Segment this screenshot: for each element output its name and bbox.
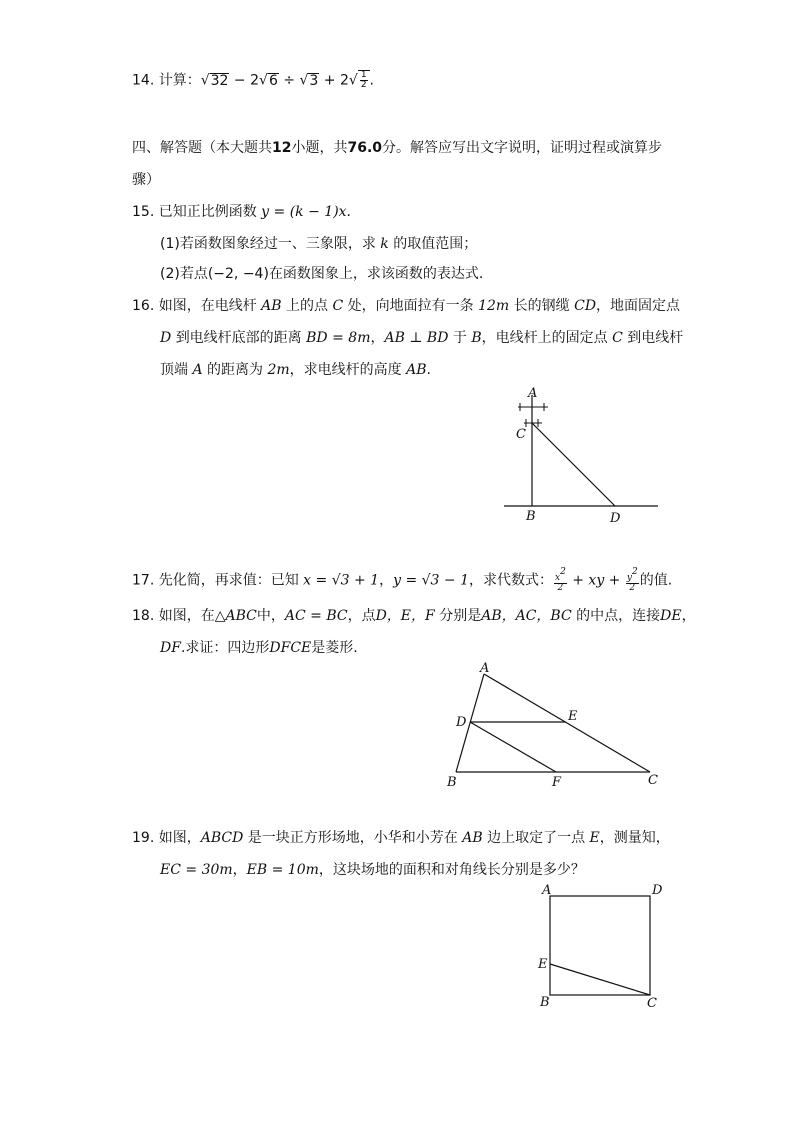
section-title-cont: 骤）	[132, 172, 160, 188]
text: 边上取定了一点	[487, 830, 586, 846]
text: ，地面固定点	[596, 298, 681, 314]
sqrt-symbol: √	[259, 72, 268, 89]
text: .求证：四边形	[180, 640, 270, 656]
label-f: F	[552, 775, 562, 790]
section-title-b: 小题，共	[291, 140, 348, 156]
var: EC = 30m	[160, 862, 233, 878]
side-ac	[484, 674, 650, 772]
question-number: 15.	[132, 204, 155, 220]
question-count: 12	[272, 140, 292, 156]
question-text: 已知正比例函数	[158, 204, 257, 220]
var: B	[471, 330, 482, 346]
q15-part2: (2)若点(−2, −4)在函数图象上，求该函数的表达式.	[160, 266, 484, 282]
text: 中，	[256, 608, 285, 624]
question-18-line-1	[132, 606, 696, 626]
numerator: 1	[360, 70, 367, 80]
var: C	[332, 298, 344, 314]
label-c: C	[648, 773, 658, 788]
text: ，求电线杆的高度	[289, 362, 402, 378]
var: AB	[261, 298, 282, 314]
operator: + 2	[319, 72, 349, 89]
total-score: 76.0	[347, 140, 383, 156]
label-b: B	[526, 509, 536, 524]
text: ，电线杆上的固定点	[481, 330, 608, 346]
segment-ec	[550, 964, 650, 995]
question-number: 14.	[132, 72, 155, 89]
text: ，点	[347, 608, 376, 624]
var: BD = 8m	[306, 330, 371, 346]
text: .	[426, 362, 431, 378]
figure-18	[440, 660, 670, 795]
label-d: D	[610, 511, 621, 526]
figure-19	[534, 880, 674, 1015]
square-abcd	[550, 896, 650, 995]
var: C	[612, 330, 623, 346]
part-text: (1)若函数图象经过一、三象限，求	[160, 236, 376, 252]
var: △ABC	[214, 608, 257, 624]
question-number: 17.	[132, 572, 155, 589]
var: D，E，F	[375, 608, 435, 624]
text: 顶端	[160, 362, 188, 378]
label-b: B	[540, 995, 550, 1010]
label-d: D	[652, 883, 663, 898]
fraction	[360, 71, 368, 90]
period: .	[369, 72, 374, 89]
text: 是一块正方形场地，小华和小芳在	[247, 830, 458, 846]
var: A	[192, 362, 203, 378]
operator: ÷	[278, 72, 300, 89]
operator: − 2	[229, 72, 260, 89]
text: ，	[681, 608, 696, 624]
text: 分别是	[439, 608, 482, 624]
expr-plus-xy: + xy +	[567, 572, 625, 589]
text: 如图，	[158, 830, 201, 846]
var: D	[160, 330, 172, 346]
text: 先化简，再求值：已知	[158, 572, 299, 589]
var: AB，AC，BC	[481, 608, 572, 624]
question-16-line-3	[160, 360, 431, 380]
label-d: D	[456, 715, 467, 730]
segment-df	[470, 722, 556, 772]
label-e: E	[538, 957, 548, 972]
var: AC = BC	[284, 608, 348, 624]
var: AB ⊥ BD	[384, 330, 449, 346]
q15-part1	[160, 234, 477, 254]
label-c: C	[516, 427, 526, 442]
sqrt-symbol: √	[348, 72, 358, 89]
var: x = √3 + 1	[303, 572, 380, 589]
text: ，测量知，	[599, 830, 670, 846]
var: AB	[462, 830, 483, 846]
question-17	[132, 568, 672, 593]
radicand: 3	[309, 72, 319, 89]
text: ，求代数式：	[468, 572, 553, 589]
label-a: A	[542, 883, 552, 898]
var: CD	[574, 298, 597, 314]
label-c: C	[647, 996, 657, 1011]
label-e: E	[568, 709, 578, 724]
question-16-line-1	[132, 296, 680, 316]
figure-16	[500, 385, 665, 525]
section-title-a: 四、解答题（本大题共	[132, 140, 272, 156]
label-b: B	[447, 775, 457, 790]
text: 的中点，连接	[576, 608, 661, 624]
var: DF	[160, 640, 181, 656]
var: 2m	[267, 362, 290, 378]
text: 如图，在电线杆	[158, 298, 257, 314]
cable-cd	[532, 423, 615, 506]
question-16-line-2	[160, 328, 683, 348]
var: AB	[406, 362, 427, 378]
text: 于	[452, 330, 467, 346]
var: EB = 10m	[246, 862, 319, 878]
formula: y = (k − 1)x.	[261, 204, 352, 220]
text: ，这块场地的面积和对角线长分别是多少？	[318, 862, 585, 878]
var: DFCE	[269, 640, 312, 656]
question-15	[132, 202, 351, 222]
denominator: 2	[360, 80, 367, 90]
text: 的距离为	[207, 362, 264, 378]
var: ABCD	[200, 830, 244, 846]
sqrt-symbol: √	[200, 72, 210, 89]
frac-x2: $\frac{x2}{2}$	[554, 567, 566, 593]
text: ，	[370, 330, 385, 346]
question-label: 计算：	[158, 72, 201, 89]
var: y = √3 − 1	[393, 572, 469, 589]
question-19-line-1	[132, 828, 670, 848]
var: DE	[660, 608, 682, 624]
variable: k	[380, 236, 389, 252]
text: 上的点	[286, 298, 329, 314]
label-a: A	[528, 386, 538, 401]
section-title-c: 分。解答应写出文字说明，证明过程或演算步	[382, 140, 663, 156]
section-title	[132, 138, 662, 158]
text: ，	[232, 862, 247, 878]
question-18-line-2	[160, 638, 358, 658]
frac-y2: $\frac{y2}{2}$	[626, 567, 638, 593]
var: 12m	[478, 298, 510, 314]
text: ，	[379, 572, 394, 589]
text: 如图，在	[158, 608, 215, 624]
text: 到电线杆	[627, 330, 684, 346]
label-a: A	[480, 661, 490, 676]
text: 是菱形.	[311, 640, 358, 656]
question-19-line-2	[160, 860, 585, 880]
question-number: 19.	[132, 830, 155, 846]
radicand: 32	[210, 72, 229, 89]
part-text-end: 的取值范围；	[393, 236, 478, 252]
text: 的值.	[639, 572, 673, 589]
question-number: 18.	[132, 608, 155, 624]
var: E	[589, 830, 600, 846]
sqrt-symbol: √	[299, 72, 309, 89]
text: 处，向地面拉有一条	[347, 298, 474, 314]
text: 长的钢缆	[513, 298, 570, 314]
question-number: 16.	[132, 298, 155, 314]
text: 到电线杆底部的距离	[175, 330, 302, 346]
radicand: 6	[268, 72, 278, 89]
question-14	[132, 70, 374, 91]
